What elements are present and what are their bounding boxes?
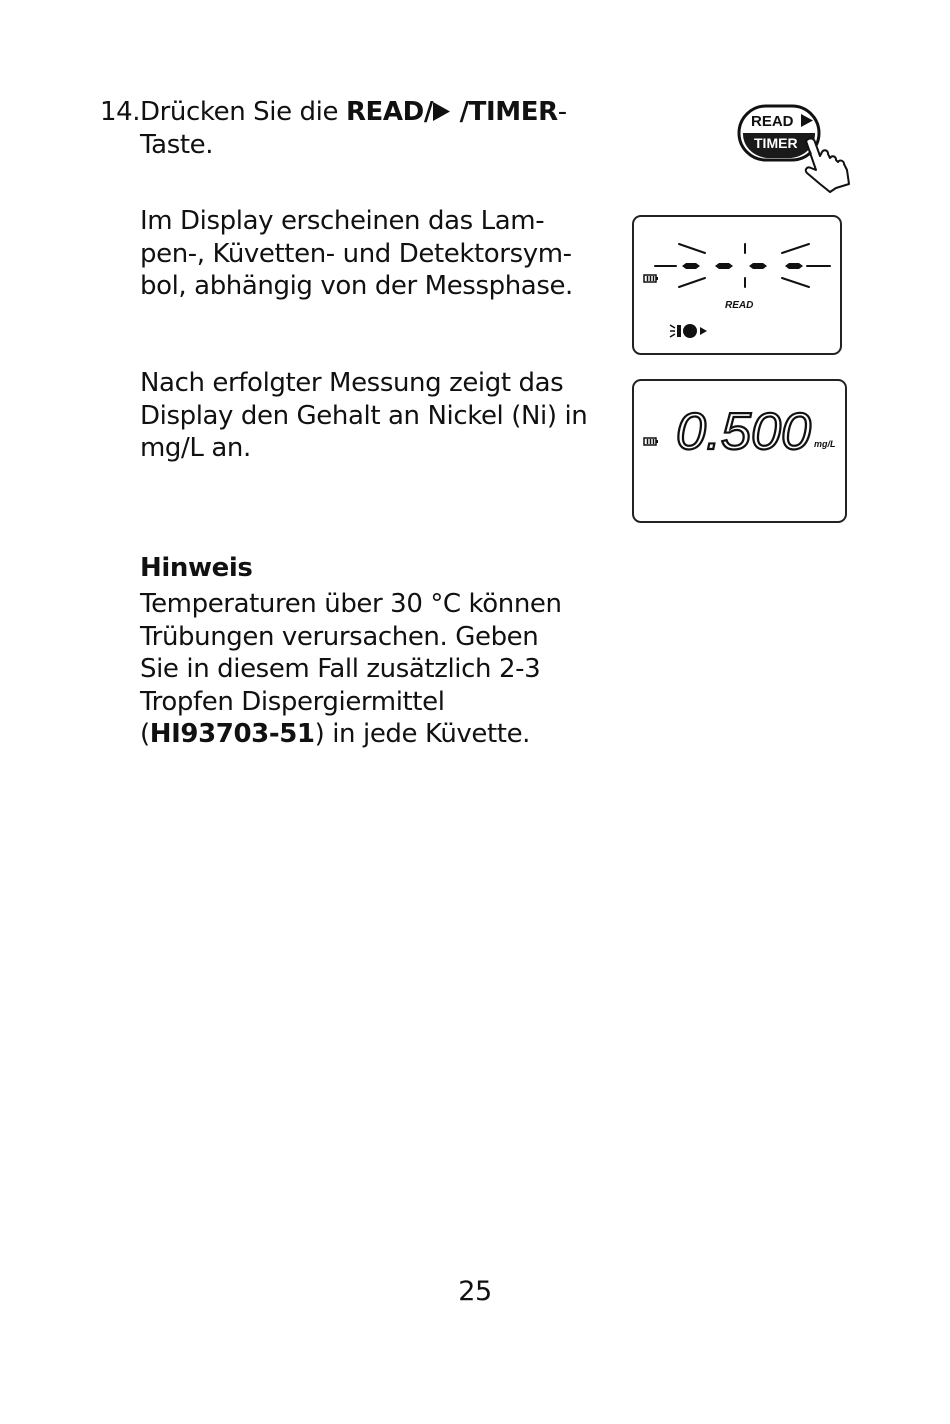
key-read-label: READ/ <box>345 97 433 127</box>
page-number: 25 <box>458 1276 492 1307</box>
text-line: Tropfen Dispergiermittel <box>140 686 445 717</box>
text-line <box>140 718 562 751</box>
key-timer-label: /TIMER <box>450 97 558 127</box>
lcd-result-value: 0.500 <box>676 403 812 461</box>
hyphen: - <box>557 97 567 127</box>
text-line: Sie in diesem Fall zusätzlich 2-3 <box>140 654 541 684</box>
play-triangle-icon <box>433 102 451 121</box>
lcd-read-label: READ <box>725 300 754 311</box>
paragraph-display-symbols <box>140 205 573 303</box>
paragraph-result <box>140 367 587 465</box>
hint-line-rest: ) in jede Küvette. <box>314 719 531 749</box>
hand-pointer-icon <box>806 138 849 192</box>
step-number: 14. <box>100 97 141 127</box>
read-timer-button-figure <box>736 104 852 192</box>
hint-title: Hinweis <box>140 553 253 583</box>
text-line: Display den Gehalt an Nickel (Ni) in <box>140 400 588 431</box>
step-line-2: Taste. <box>140 129 214 160</box>
product-code: HI93703-51 <box>149 719 315 749</box>
lcd-unit-label: mg/L <box>814 439 836 449</box>
step-instruction <box>140 96 567 161</box>
step-line-1 <box>140 96 567 129</box>
lcd-display-reading <box>632 215 842 355</box>
hint-body <box>140 588 562 751</box>
step-prefix: Drücken Sie die <box>140 97 346 127</box>
text-line: Temperaturen über 30 °C können <box>140 589 562 619</box>
button-read-label: READ <box>751 113 794 130</box>
text-line: mg/L an. <box>140 433 251 463</box>
text-line: bol, abhängig von der Messphase. <box>140 271 573 301</box>
text-line: Nach erfolgter Messung zeigt das <box>140 368 564 398</box>
button-timer-label: TIMER <box>754 135 798 151</box>
lcd-display-result <box>632 379 847 523</box>
text-line: Trübungen verursachen. Geben <box>140 621 539 652</box>
text-line: pen-, Küvetten- und Detektorsym- <box>140 238 572 269</box>
paren-open: ( <box>140 719 150 749</box>
text-line: Im Display erscheinen das Lam- <box>140 206 545 236</box>
